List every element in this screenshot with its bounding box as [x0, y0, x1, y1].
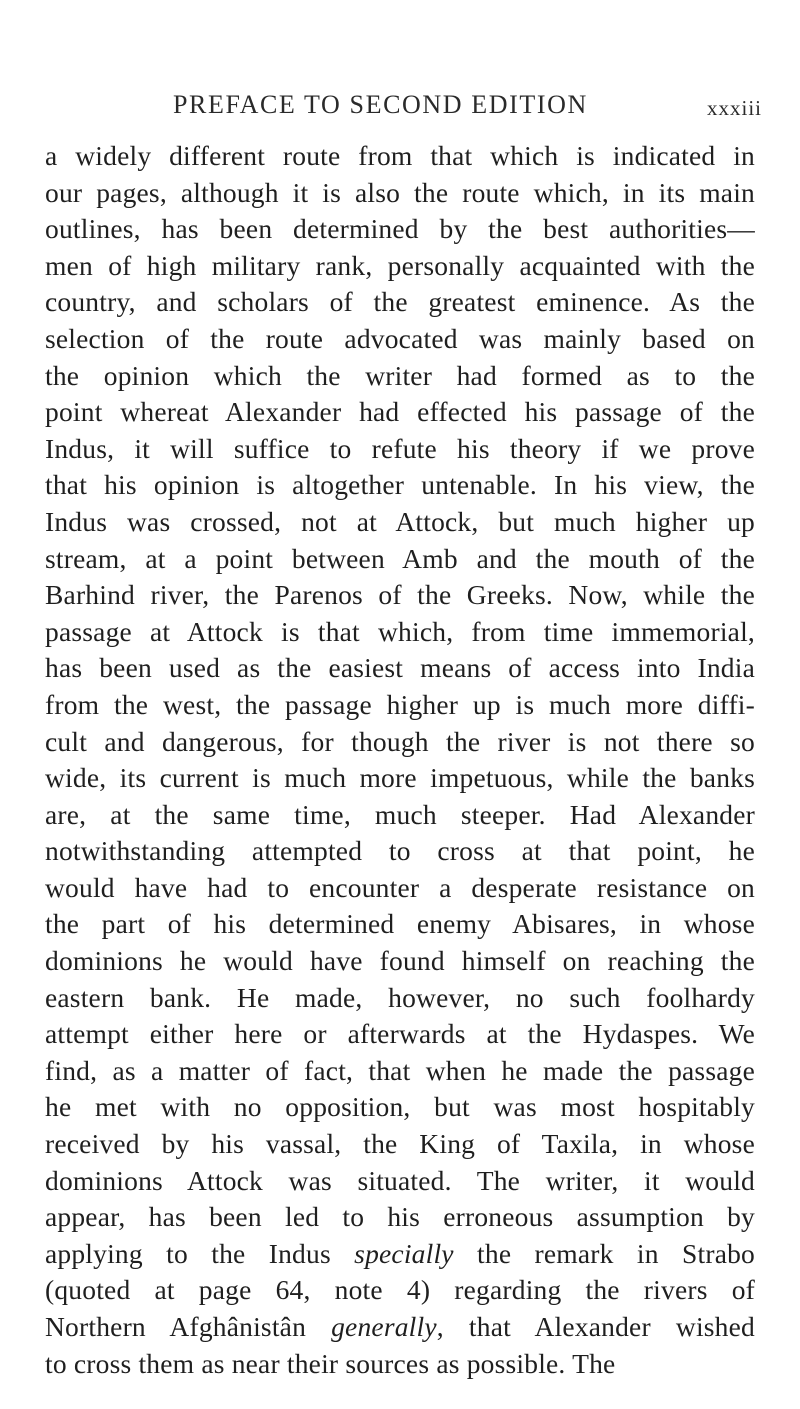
- text-line: [45, 650, 755, 687]
- text-line: [45, 797, 755, 834]
- text-line: [45, 724, 755, 761]
- body-paragraph: [45, 138, 755, 1382]
- text-line: [45, 431, 755, 468]
- text-line: [45, 943, 755, 980]
- text-segment: outlines, has been determined by the best authorities—: [45, 213, 755, 245]
- text-line: [45, 1053, 755, 1090]
- text-line: [45, 358, 755, 395]
- text-line: [45, 833, 755, 870]
- text-segment: find, as a matter of fact, that when he made the passage: [45, 1054, 755, 1086]
- running-head-title: PREFACE TO SECOND EDITION: [173, 90, 588, 119]
- text-line: [45, 687, 755, 724]
- text-line: [45, 980, 755, 1017]
- italic-text: generally: [331, 1311, 437, 1342]
- text-line: [45, 1126, 755, 1163]
- text-segment: Indus, it will suffice to refute his theory if we prove: [45, 432, 755, 464]
- text-segment: our pages, although it is also the route which, in its main: [45, 176, 755, 208]
- text-segment: Barhind river, the Parenos of the Greeks. Now, while the: [45, 579, 755, 611]
- text-line: [45, 1089, 755, 1126]
- text-line: [45, 1346, 755, 1383]
- text-segment: from the west, the passage higher up is much more diffi-: [45, 688, 755, 720]
- text-segment: he met with no opposition, but was most hospitably: [45, 1091, 755, 1123]
- text-segment: dominions he would have found himself on reaching the: [45, 945, 755, 977]
- text-line: [45, 614, 755, 651]
- text-line: [45, 175, 755, 212]
- text-segment: that his opinion is altogether untenable. In his view, the: [45, 469, 755, 501]
- text-line: [45, 1163, 755, 1200]
- text-segment: Northern Afghânistân: [45, 1311, 332, 1342]
- text-segment: wide, its current is much more impetuous, while the banks: [45, 762, 755, 794]
- text-segment: country, and scholars of the greatest eminence. As the: [45, 286, 755, 318]
- text-segment: , that Alexander wished: [436, 1311, 755, 1342]
- text-segment: eastern bank. He made, however, no such foolhardy: [45, 981, 755, 1013]
- text-segment: stream, at a point between Amb and the mouth of the: [45, 542, 755, 574]
- text-line: [45, 248, 755, 285]
- text-line: [45, 321, 755, 358]
- text-segment: appear, has been led to his erroneous assumption by: [45, 1201, 755, 1233]
- text-line: [45, 541, 755, 578]
- text-segment: the opinion which the writer had formed as to the: [45, 359, 755, 391]
- text-segment: are, at the same time, much steeper. Had Alexander: [45, 798, 755, 830]
- text-segment: a widely different route from that which is indicated in: [45, 140, 755, 171]
- text-line: [45, 906, 755, 943]
- text-segment: has been used as the easiest means of access into India: [45, 652, 755, 684]
- italic-text: specially: [354, 1237, 454, 1269]
- running-head: [0, 90, 800, 130]
- text-segment: applying to the Indus: [45, 1237, 355, 1269]
- text-segment: men of high military rank, personally acquainted with the: [45, 249, 755, 281]
- text-segment: dominions Attock was situated. The writer, it would: [45, 1164, 755, 1196]
- text-segment: the remark in Strabo: [453, 1237, 756, 1269]
- text-segment: (quoted at page 64, note 4) regarding the rivers of: [45, 1274, 755, 1306]
- text-line: [45, 1016, 755, 1053]
- text-line: [45, 467, 755, 504]
- text-segment: to cross them as near their sources as possible. The: [45, 1347, 616, 1379]
- text-line: [45, 1272, 755, 1309]
- page-number: xxxiii: [707, 96, 763, 120]
- text-segment: attempt either here or afterwards at the Hydaspes. We: [45, 1018, 755, 1050]
- text-line: [45, 1236, 755, 1273]
- text-segment: the part of his determined enemy Abisares, in whose: [45, 908, 755, 940]
- text-segment: notwithstanding attempted to cross at that point, he: [45, 835, 755, 867]
- text-segment: would have had to encounter a desperate resistance on: [45, 871, 755, 903]
- text-segment: cult and dangerous, for though the river is not there so: [45, 725, 755, 757]
- text-line: [45, 1309, 755, 1346]
- text-line: [45, 394, 755, 431]
- text-segment: Indus was crossed, not at Attock, but much higher up: [45, 505, 755, 537]
- text-segment: received by his vassal, the King of Taxila, in whose: [45, 1128, 755, 1160]
- text-segment: point whereat Alexander had effected his passage of the: [45, 396, 755, 428]
- text-line: [45, 138, 755, 175]
- text-line: [45, 760, 755, 797]
- text-line: [45, 870, 755, 907]
- text-segment: passage at Attock is that which, from time immemorial,: [45, 615, 755, 647]
- text-line: [45, 284, 755, 321]
- text-segment: selection of the route advocated was mainly based on: [45, 322, 755, 354]
- text-line: [45, 504, 755, 541]
- text-line: [45, 1199, 755, 1236]
- text-line: [45, 577, 755, 614]
- text-line: [45, 211, 755, 248]
